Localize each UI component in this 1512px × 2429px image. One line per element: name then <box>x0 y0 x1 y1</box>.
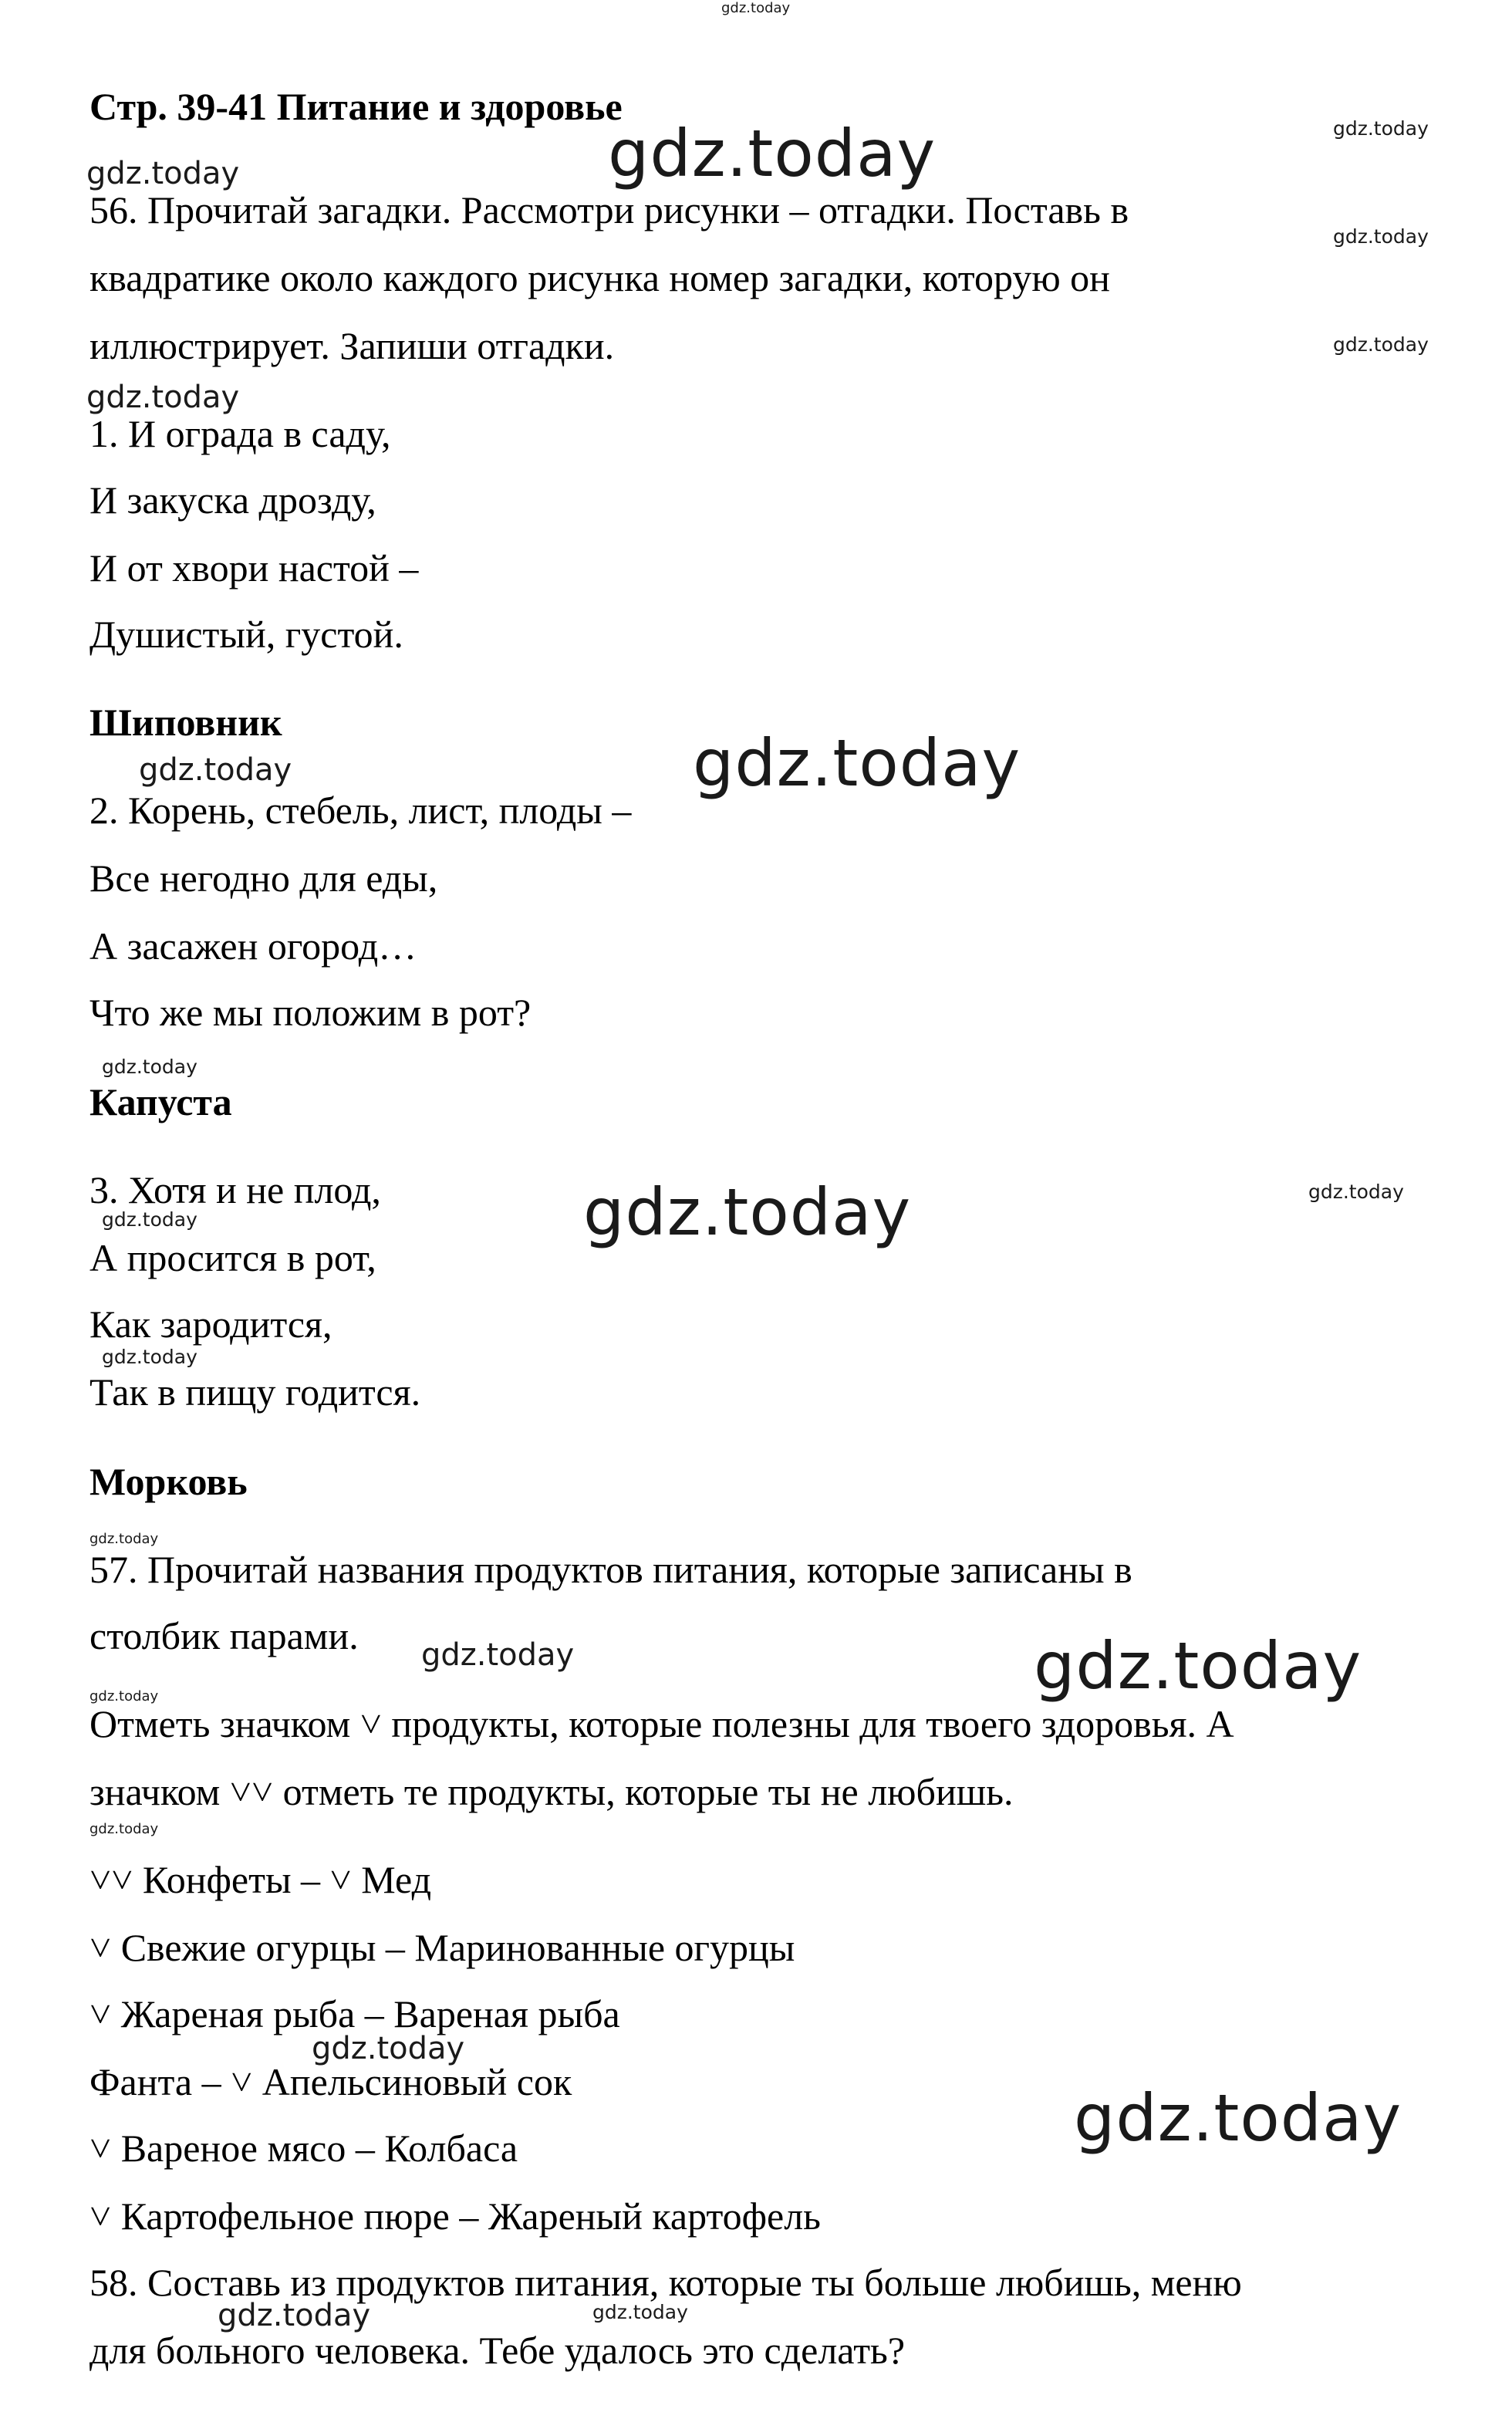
riddle-3-line: Как зародится, <box>89 1302 332 1346</box>
watermark: gdz.today <box>1333 333 1429 356</box>
riddle-3-line: А просится в рот, <box>89 1236 376 1279</box>
watermark: gdz.today <box>89 1688 159 1704</box>
task-57-line: значком ˅˅ отметь те продукты, которые ты не любишь. <box>89 1770 1014 1813</box>
task-57-line: 57. Прочитай названия продуктов питания, которые записаны в <box>89 1548 1132 1591</box>
watermark: gdz.today <box>1074 2080 1402 2156</box>
riddle-1-line: И от хвори настой – <box>89 546 419 590</box>
page-title: Стр. 39-41 Питание и здоровье <box>89 85 623 128</box>
watermark: gdz.today <box>1333 117 1429 140</box>
product-pair: ˅˅ Конфеты – ˅ Мед <box>89 1858 432 1901</box>
watermark: gdz.today <box>1333 225 1429 248</box>
task-57-line: Отметь значком ˅ продукты, которые полезны для твоего здоровья. А <box>89 1702 1234 1745</box>
watermark: gdz.today <box>102 1056 197 1078</box>
watermark: gdz.today <box>608 116 937 191</box>
watermark: gdz.today <box>1034 1628 1362 1704</box>
task-56-line: квадратике около каждого рисунка номер загадки, которую он <box>89 256 1110 299</box>
watermark: gdz.today <box>583 1174 912 1250</box>
riddle-1-line: 1. И ограда в саду, <box>89 412 391 455</box>
riddle-2-line: Что же мы положим в рот? <box>89 991 532 1034</box>
watermark: gdz.today <box>312 2031 465 2066</box>
watermark: gdz.today <box>139 752 292 788</box>
riddle-1-answer: Шиповник <box>89 701 282 744</box>
watermark: gdz.today <box>102 1208 197 1231</box>
product-pair: ˅ Свежие огурцы – Маринованные огурцы <box>89 1926 795 1969</box>
riddle-2-line: 2. Корень, стебель, лист, плоды – <box>89 789 632 832</box>
watermark: gdz.today <box>89 1531 159 1547</box>
product-pair: ˅ Вареное мясо – Колбаса <box>89 2127 518 2170</box>
watermark: gdz.today <box>421 1637 575 1673</box>
riddle-2-line: Все негодно для еды, <box>89 856 438 900</box>
riddle-2-line: А засажен огород… <box>89 924 417 968</box>
watermark: gdz.today <box>102 1346 197 1368</box>
riddle-1-line: И закуска дрозду, <box>89 478 376 522</box>
riddle-1-line: Душистый, густой. <box>89 613 403 656</box>
task-58-line: 58. Составь из продуктов питания, которые ты больше любишь, меню <box>89 2261 1242 2304</box>
riddle-3-line: Так в пищу годится. <box>89 1370 421 1414</box>
task-57-line: столбик парами. <box>89 1614 359 1657</box>
riddle-2-answer: Капуста <box>89 1080 232 1123</box>
watermark: gdz.today <box>86 156 240 191</box>
watermark: gdz.today <box>89 1821 159 1837</box>
watermark: gdz.today <box>721 0 791 16</box>
riddle-3-line: 3. Хотя и не плод, <box>89 1168 381 1211</box>
watermark: gdz.today <box>592 2301 688 2323</box>
task-58-line: для больного человека. Тебе удалось это сделать? <box>89 2329 906 2372</box>
product-pair: ˅ Картофельное пюре – Жареный картофель <box>89 2194 821 2238</box>
product-pair: Фанта – ˅ Апельсиновый сок <box>89 2060 572 2103</box>
watermark: gdz.today <box>693 725 1021 801</box>
task-56-line: 56. Прочитай загадки. Рассмотри рисунки – отгадки. Поставь в <box>89 188 1129 231</box>
watermark: gdz.today <box>218 2298 371 2333</box>
watermark: gdz.today <box>1308 1181 1404 1203</box>
product-pair: ˅ Жареная рыба – Вареная рыба <box>89 1992 620 2035</box>
riddle-3-answer: Морковь <box>89 1460 248 1503</box>
task-56-line: иллюстрирует. Запиши отгадки. <box>89 324 615 367</box>
watermark: gdz.today <box>86 380 240 415</box>
